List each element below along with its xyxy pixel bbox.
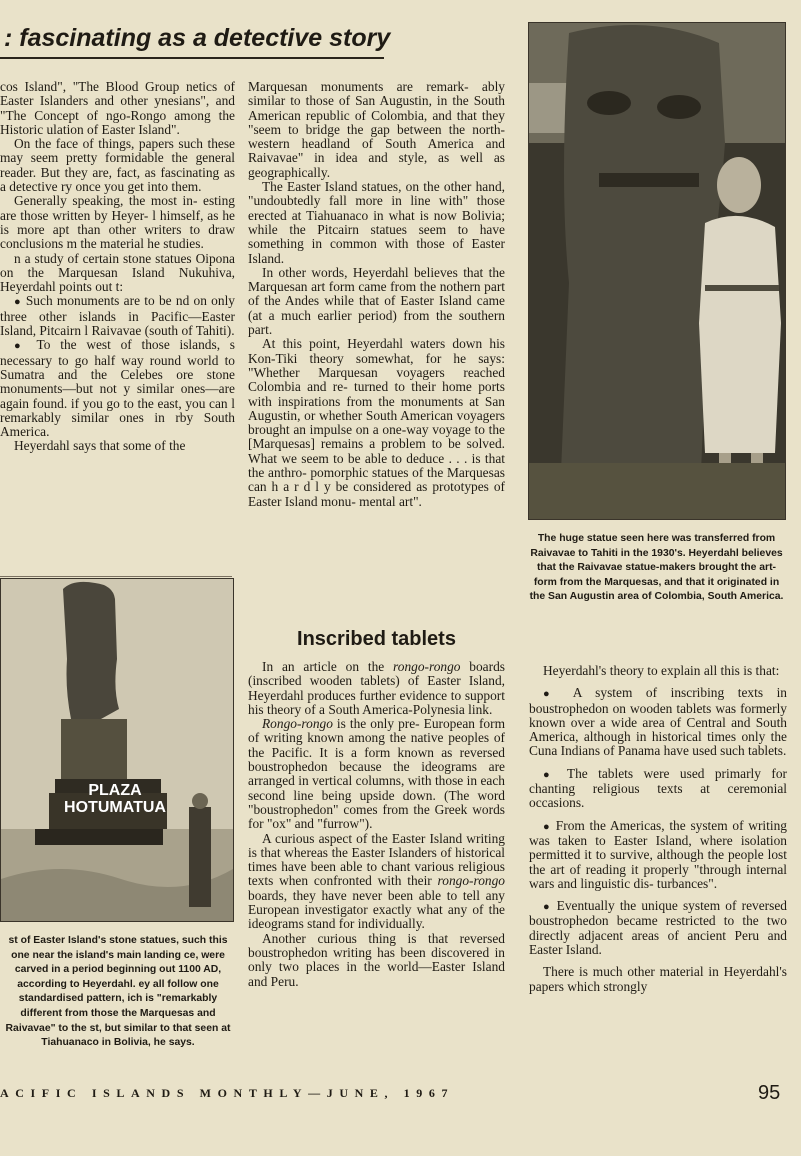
col2-paragraph: At this point, Heyerdahl waters down his Kon-Tiki theory somewhat, for he says: "Whether Marquesan voyagers reached Colombia and re- turned to their home ports with inspirations from the monuments at San Augustin, or whether South American voyagers brought an impulse on a one-way voyage to the [Marquesas] remains a problem to be solved. What we seem to be able to deduce . . . is that the anthro- pomorphic statues of the Marquesas can h a r d l y be considered as prototypes of Easter Island monu- mental art".: [248, 336, 505, 509]
text-run: boards, they have never been able to tell any European investigator exactly what any of the ideograms stand for individually.: [248, 887, 505, 932]
col1-paragraph: On the face of things, papers such these may seem pretty formidable the general reader. But they are, fact, as fascinating as a detective ry once you get into them.: [0, 136, 235, 195]
section-subhead: Inscribed tablets: [297, 628, 456, 650]
bullet-text: Eventually the unique system of reversed boustrophedon became restricted to the two directly adjacent areas of ancient Peru and Easter Island.: [529, 898, 787, 958]
column-2: [248, 80, 505, 509]
bullet-icon: ●: [543, 768, 557, 781]
col2b-paragraph: [248, 832, 505, 932]
col3-bullet-paragraph: [529, 899, 787, 957]
raivavae-statue-photo: [528, 22, 786, 520]
bullet-icon: ●: [543, 901, 552, 914]
col1-bullet-paragraph: [0, 294, 235, 338]
column-divider: [0, 576, 232, 577]
photo-caption-left: st of Easter Island's stone statues, such this one near the island's main landing ce, were carved in a period beginning out 1100 AD, according to Heyerdahl. ey all follow one standardised pattern, ich is "remarkably different from those the Marquesas and Raivavae" to the st, but similar to that seen at Tiahuanaco in Bolivia, he says.: [5, 935, 231, 1049]
col3-paragraph: There is much other material in Heyerdahl's papers which strongly: [529, 964, 787, 994]
sign-line-2: HOTUMATUA: [64, 799, 166, 816]
statue-image: [1, 579, 233, 921]
col2-paragraph: Marquesan monuments are remark- ably similar to those of San Augustin, in the South American republic of Colombia, and that they "seem to bridge the gap between the north- western headland of South America and Raivavae" in idea and style, as well as geographically.: [248, 79, 505, 180]
col2b-paragraph: [248, 717, 505, 831]
col1-paragraph: n a study of certain stone statues Oipona on the Marquesan Island Nukuhiva, Heyerdahl points out t:: [0, 250, 235, 295]
statue-woman-image: [529, 23, 785, 519]
sign-line-1: PLAZA: [88, 782, 142, 799]
plaza-sign: [53, 782, 177, 816]
italic-term: rongo-rongo: [437, 873, 505, 889]
photo-caption-right: The huge statue seen here was transferred from Raivavae to Tahiti in the 1930's. Heyerdahl believes that the Raivavae statue-makers brought the art-form from the Marquesas, and that it originated in the San Augustin area of Colombia, South America.: [529, 533, 784, 603]
page-number: 95: [758, 1082, 781, 1104]
text-run: A curious aspect of the Easter Island writing is that whereas the Easter Islanders of historical times have been able to chant various religious texts when confronted with their: [248, 830, 505, 889]
easter-island-statue-photo: [0, 578, 234, 922]
running-footer: ACIFIC ISLANDS MONTHLY—JUNE, 1967: [0, 1086, 455, 1100]
column-2-lower: [248, 660, 505, 989]
bullet-text: Such monuments are to be nd on only three other islands in Pacific—Easter Island, Pitcairn l Raivavae (south of Tahiti).: [0, 293, 235, 339]
bullet-icon: ●: [14, 296, 22, 309]
col2b-paragraph: [248, 660, 505, 717]
text-run: boards (inscribed wooden tablets) of Easter Island, Heyerdahl produces further evidence to support his theory of a South America-Polynesia link.: [248, 659, 505, 717]
col2-paragraph: The Easter Island statues, on the other hand, "undoubtedly fall more in line with" those erected at Tiahuanaco in what is now Bolivia; while the Pitcairn statues seem to have something in common with those of Easter Island.: [248, 179, 505, 266]
italic-term: rongo-rongo: [393, 659, 461, 674]
col2b-paragraph: Another curious thing is that reversed boustrophedon writing has been discovered in only two places in the world—Easter Island and Peru.: [248, 930, 505, 989]
col1-paragraph: cos Island", "The Blood Group netics of Easter Islanders and other ynesians", and "The Concept of ngo-Rongo among the Historic ulation of Easter Island".: [0, 79, 235, 137]
col2-paragraph: In other words, Heyerdahl believes that the Marquesan art form came from the nothern part of the Andes while that of Easter Island came (at a much earlier period) from the southern part.: [248, 264, 505, 338]
column-3: [529, 664, 787, 998]
bullet-icon: ●: [14, 340, 28, 353]
bullet-text: The tablets were used primarly for chanting religious texts at ceremonial occasions.: [529, 765, 787, 811]
bullet-icon: ●: [543, 688, 560, 701]
bullet-text: From the Americas, the system of writing was taken to Easter Island, where isolation permitted it to survive, although the people lost the art of reading it properly "through internal wars and linguistic dis- turbances".: [529, 817, 787, 891]
headline: : fascinating as a detective story: [0, 24, 384, 59]
col3-bullet-paragraph: [529, 686, 787, 758]
text-run: is the only pre- European form of writing known among the native peoples of the Pacific. It is a form known as reversed boustrophedon because the ideograms are arranged in vertical columns, with those in each second line being upside down. (The word "boustrophedon" comes from the Greek words for "ox" and "furrow").: [248, 716, 505, 832]
italic-term: Rongo-rongo: [262, 716, 333, 732]
col1-paragraph: Heyerdahl says that some of the: [14, 438, 186, 454]
bullet-text: To the west of those islands, s necessary to go half way round world to Sumatra and the Celebes ore stone monuments—but not y similar ones—are again found. if you go to the east, you can l remarkably similar ones in rby South America.: [0, 337, 235, 440]
text-run: In an article on the: [262, 659, 394, 674]
bullet-icon: ●: [543, 820, 552, 833]
column-1: [0, 80, 235, 454]
col3-bullet-paragraph: [529, 819, 787, 891]
col3-paragraph: Heyerdahl's theory to explain all this is that:: [543, 663, 780, 678]
col1-paragraph: Generally speaking, the most in- esting are those written by Heyer- l himself, as he is more apt than other writers to draw conclusions m the material he studies.: [0, 193, 235, 252]
col3-bullet-paragraph: [529, 767, 787, 811]
bullet-text: A system of inscribing texts in boustrophedon on wooden tablets was formerly known over a wide area of Central and South America, although in historical times only the Cuna Indians of Panama have used such tablets.: [529, 685, 787, 759]
col1-bullet-paragraph: [0, 338, 235, 439]
